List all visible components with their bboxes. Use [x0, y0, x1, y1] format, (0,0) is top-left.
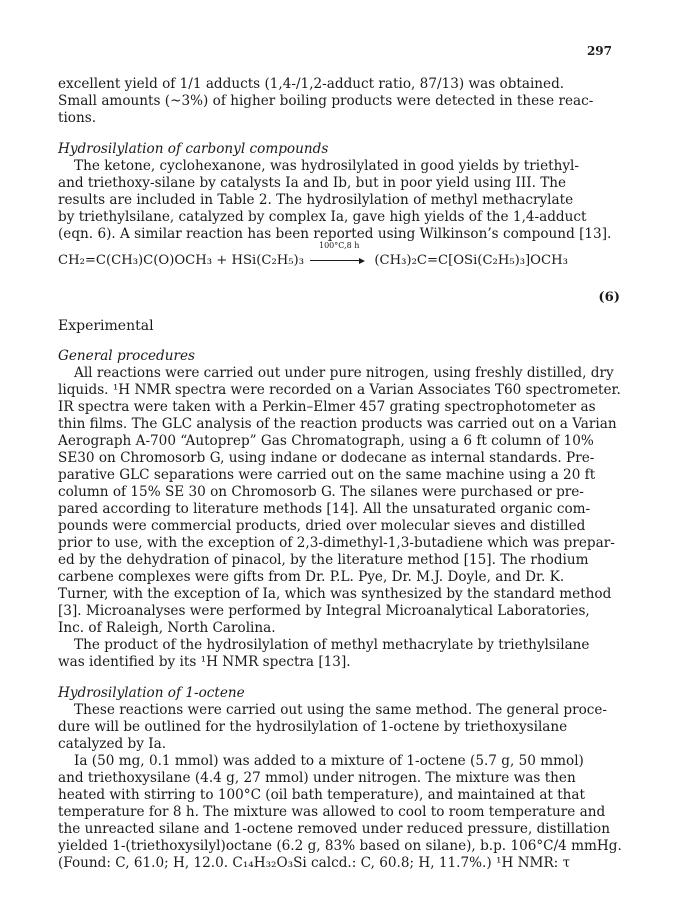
- text-line: liquids. ¹H NMR spectra were recorded on a Varian Associates T60 spectrometer.: [58, 382, 621, 398]
- text-line: Aerograph A-700 “Autoprep” Gas Chromatograph, using a 6 ft column of 10%: [58, 433, 594, 449]
- text-line: Ia (50 mg, 0.1 mmol) was added to a mixture of 1-octene (5.7 g, 50 mmol): [74, 753, 584, 769]
- text-line: parative GLC separations were carried out on the same machine using a 20 ft: [58, 467, 596, 483]
- text-line: excellent yield of 1/1 adducts (1,4-/1,2-adduct ratio, 87/13) was obtained.: [58, 76, 565, 92]
- section-heading-carbonyl: Hydrosilylation of carbonyl compounds: [58, 141, 329, 157]
- text-line: ed by the dehydration of pinacol, by the literature method [15]. The rhodium: [58, 552, 589, 568]
- text-line: Small amounts (~3%) of higher boiling products were detected in these reac-: [58, 93, 594, 109]
- text-line: column of 15% SE 30 on Chromosorb G. The silanes were purchased or pre-: [58, 484, 584, 500]
- text-line: [3]. Microanalyses were performed by Integral Microanalytical Laboratories,: [58, 603, 590, 619]
- reaction-arrow: [310, 241, 368, 268]
- text-line: thin films. The GLC analysis of the reaction products was carried out on a Varian: [58, 416, 617, 432]
- text-line: dure will be outlined for the hydrosilylation of 1-octene by triethoxysilane: [58, 719, 568, 735]
- text-line: catalyzed by Ia.: [58, 736, 167, 752]
- text-line: was identified by its ¹H NMR spectra [13].: [58, 654, 351, 670]
- equation-number: (6): [598, 290, 620, 305]
- text-line: Turner, with the exception of Ia, which was synthesized by the standard method: [58, 586, 612, 602]
- text-line: All reactions were carried out under pure nitrogen, using freshly distilled, dry: [74, 365, 614, 381]
- text-line: and triethoxy-silane by catalysts Ia and Ib, but in poor yield using III. The: [58, 175, 567, 191]
- text-line: prior to use, with the exception of 2,3-dimethyl-1,3-butadiene which was prepar-: [58, 535, 615, 551]
- chemical-equation: [58, 241, 568, 268]
- section-heading-octene: Hydrosilylation of 1-octene: [58, 685, 245, 701]
- reaction-condition: 100°C,8 h: [318, 241, 360, 250]
- text-line: SE30 on Chromosorb G, using indane or dodecane as internal standards. Pre-: [58, 450, 595, 466]
- text-line: (Found: C, 61.0; H, 12.0. C₁₄H₃₂O₃Si calcd.: C, 60.8; H, 11.7%.) ¹H NMR: τ: [58, 855, 571, 871]
- text-line: the unreacted silane and 1-octene removed under reduced pressure, distillation: [58, 821, 610, 837]
- text-line: carbene complexes were gifts from Dr. P.L. Pye, Dr. M.J. Doyle, and Dr. K.: [58, 569, 565, 585]
- section-heading-general: General procedures: [58, 348, 195, 364]
- text-line: and triethoxysilane (4.4 g, 27 mmol) under nitrogen. The mixture was then: [58, 770, 576, 786]
- experimental-heading: Experimental: [58, 318, 154, 334]
- text-line: pounds were commercial products, dried over molecular sieves and distilled: [58, 518, 586, 534]
- page-number: 297: [586, 44, 612, 58]
- equation-reactants: CH₂=C(CH₃)C(O)OCH₃ + HSi(C₂H₅)₃: [58, 253, 304, 268]
- equation-products: (CH₃)₂C=C[OSi(C₂H₅)₃]OCH₃: [374, 253, 568, 268]
- text-line: pared according to literature methods [14]. All the unsaturated organic com-: [58, 501, 591, 517]
- text-line: temperature for 8 h. The mixture was allowed to cool to room temperature and: [58, 804, 606, 820]
- text-line: results are included in Table 2. The hydrosilylation of methyl methacrylate: [58, 192, 574, 208]
- text-line: IR spectra were taken with a Perkin–Elmer 457 grating spectrophotometer as: [58, 399, 596, 415]
- text-line: heated with stirring to 100°C (oil bath temperature), and maintained at that: [58, 787, 585, 803]
- text-line: yielded 1-(triethoxysilyl)octane (6.2 g, 83% based on silane), b.p. 106°C/4 mmHg.: [58, 838, 622, 854]
- text-line: The product of the hydrosilylation of methyl methacrylate by triethylsilane: [74, 637, 590, 653]
- text-line: Inc. of Raleigh, North Carolina.: [58, 620, 276, 636]
- text-line: These reactions were carried out using the same method. The general proce-: [74, 702, 608, 718]
- text-line: The ketone, cyclohexanone, was hydrosilylated in good yields by triethyl-: [74, 158, 579, 174]
- text-line: tions.: [58, 110, 97, 126]
- text-line: by triethylsilane, catalyzed by complex Ia, gave high yields of the 1,4-adduct: [58, 209, 587, 225]
- text-line: (eqn. 6). A similar reaction has been reported using Wilkinson’s compound [13].: [58, 226, 612, 242]
